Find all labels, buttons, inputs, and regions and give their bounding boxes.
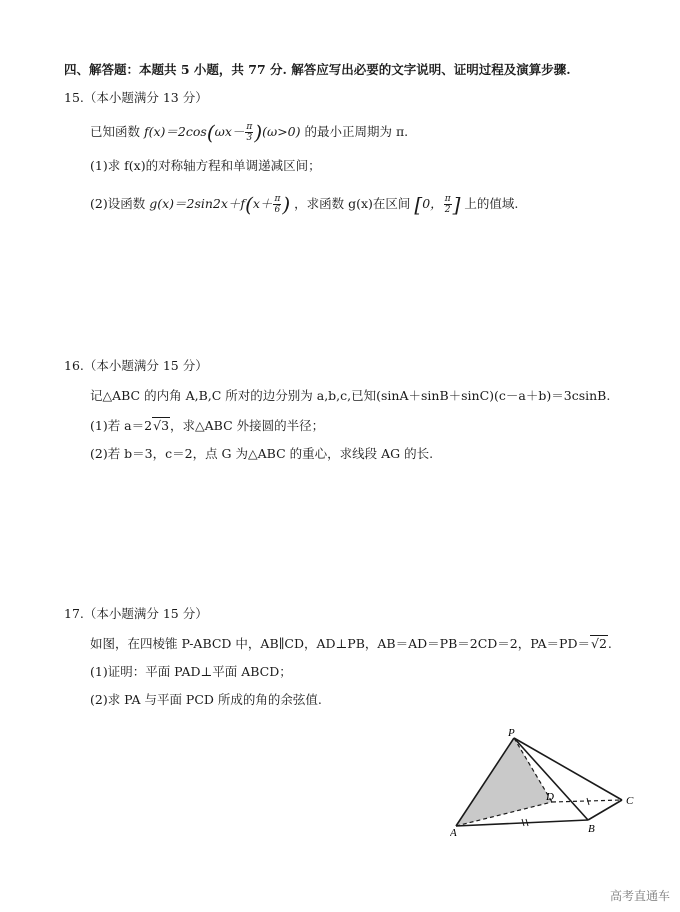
q16-part1 [90,418,324,434]
q17-sqrt: √2 [590,636,607,651]
section-heading: 四、解答题：本题共 5 小题，共 77 分. 解答应写出必要的文字说明、证明过程及演算步骤. [64,62,571,77]
label-b: B [588,823,595,835]
q17-sqrt-value: 2 [598,636,607,651]
q17-header: 17.（本小题满分 15 分） [64,606,208,621]
q15-part1: (1)求 f(x)的对称轴方程和单调递减区间； [90,158,321,173]
label-a: A [450,827,457,838]
edge-dc [552,800,622,802]
q16-sqrt: √3 [153,418,170,433]
label-p: P [508,728,515,739]
watermark: 高考直通车 [609,889,670,903]
q16-part1-suffix: ，求△ABC 外接圆的半径； [170,418,325,433]
q17-part1: (1)证明：平面 PAD⊥平面 ABCD； [90,664,292,679]
label-c: C [626,795,634,807]
q16-header: 16.（本小题满分 15 分） [64,358,208,373]
q15-part2-suffix: 上的值域. [464,196,519,211]
q15-part2-mid: ，求函数 g(x)在区间 [294,196,411,211]
q16-part2: (2)若 b＝3，c＝2，点 G 为△ABC 的重心，求线段 AG 的长. [90,446,434,461]
q17-stem-suffix: . [607,636,612,651]
q16-stem: 记△ABC 的内角 A,B,C 所对的边分别为 a,b,c,已知(sinA＋sinB＋sinC)(c－a＋b)＝3csinB. [90,388,611,403]
q15-header: 15.（本小题满分 13 分） [64,90,208,105]
q17-stem [90,636,612,652]
q15-interval: [0， $\frac{\pi}{2}$ ] [414,192,461,217]
q15-formula: f(x)＝2cos(ωx－ $\frac{\pi}{3}$ )(ω>0) [144,120,301,145]
label-d: D [546,791,554,803]
q16-part1-prefix: (1)若 a＝2 [90,418,153,433]
q15-stem [90,122,408,143]
edge-bc [588,800,622,820]
q17-part2: (2)求 PA 与平面 PCD 所成的角的余弦值. [90,692,322,707]
q17-stem-prefix: 如图，在四棱锥 P-ABCD 中，AB∥CD，AD⊥PB，AB＝AD＝PB＝2CD＝2，PA＝PD＝ [90,636,590,651]
q15-stem-suffix: 的最小正周期为 π. [304,124,409,139]
q15-stem-prefix: 已知函数 [90,124,141,139]
q15-part2-prefix: (2)设函数 [90,196,146,211]
q16-sqrt-value: 3 [161,418,170,433]
q15-part2 [90,194,518,215]
q15-g-formula: g(x)＝2sin2x＋f(x＋ $\frac{\pi}{6}$ ) [149,192,291,217]
pyramid-figure [450,728,650,838]
